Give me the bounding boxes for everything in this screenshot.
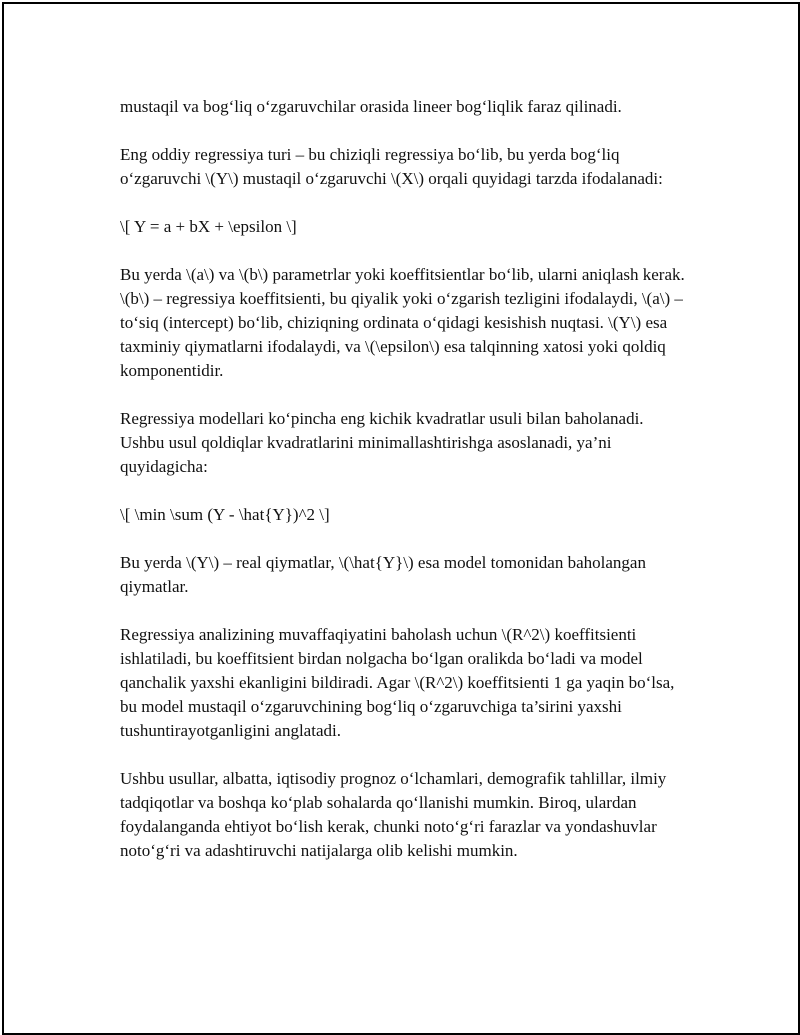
paragraph-r-squared: Regressiya analizining muvaffaqiyatini baholash uchun \(R^2\) koeffitsienti ishlatiladi, bu koeffitsient birdan nolgacha bo‘lgan oralikda bo‘ladi va model qanchalik yaxshi ekanligini bildiradi. Agar \(R^2\) koeffitsienti 1 ga yaqin bo‘lsa, bu model mustaqil o‘zgaruvchining bog‘liq o‘zgaruvchiga ta’sirini yaxshi tushuntirayotganligini anglatadi. <box>120 625 675 740</box>
paragraph-least-squares: Regressiya modellari ko‘pincha eng kichik kvadratlar usuli bilan baholanadi. Ushbu usul qoldiqlar kvadratlarini minimallashtirishga asoslanadi, ya’ni quyidagicha: <box>120 409 644 476</box>
formula-least-squares: \[ \min \sum (Y - \hat{Y})^2 \] <box>120 505 330 524</box>
paragraph-applications: Ushbu usullar, albatta, iqtisodiy prognoz o‘lchamlari, demografik tahlillar, ilmiy tadqiqotlar va boshqa ko‘plab sohalarda qo‘llanishi mumkin. Biroq, ulardan foydalanganda ehtiyot bo‘lish kerak, chunki noto‘g‘ri farazlar va yondashuvlar noto‘g‘ri va adashtiruvchi natijalarga olib kelishi mumkin. <box>120 769 667 860</box>
formula-linear-model: \[ Y = a + bX + \epsilon \] <box>120 217 297 236</box>
paragraph-linear-assumption: mustaqil va bog‘liq o‘zgaruvchilar orasida lineer bog‘liqlik faraz qilinadi. <box>120 97 622 116</box>
document-body <box>120 95 690 887</box>
paragraph-parameters: Bu yerda \(a\) va \(b\) parametrlar yoki koeffitsientlar bo‘lib, ularni aniqlash kerak. \(b\) – regressiya koeffitsienti, bu qiyalik yoki o‘zgarish tezligini ifodalaydi, \(a\) – to‘siq (intercept) bo‘lib, chiziqning ordinata o‘qidagi kesishish nuqtasi. \(Y\) esa taxminiy qiymatlarni ifodalaydi, va \(\epsilon\) esa talqinning xatosi yoki qoldiq komponentidir. <box>120 265 685 380</box>
paragraph-linear-regression-intro: Eng oddiy regressiya turi – bu chiziqli regressiya bo‘lib, bu yerda bog‘liq o‘zgaruvchi \(Y\) mustaqil o‘zgaruvchi \(X\) orqali quyidagi tarzda ifodalanadi: <box>120 145 663 188</box>
paragraph-real-vs-estimated: Bu yerda \(Y\) – real qiymatlar, \(\hat{Y}\) esa model tomonidan baholangan qiymatlar. <box>120 553 646 596</box>
document-page <box>2 2 800 1035</box>
